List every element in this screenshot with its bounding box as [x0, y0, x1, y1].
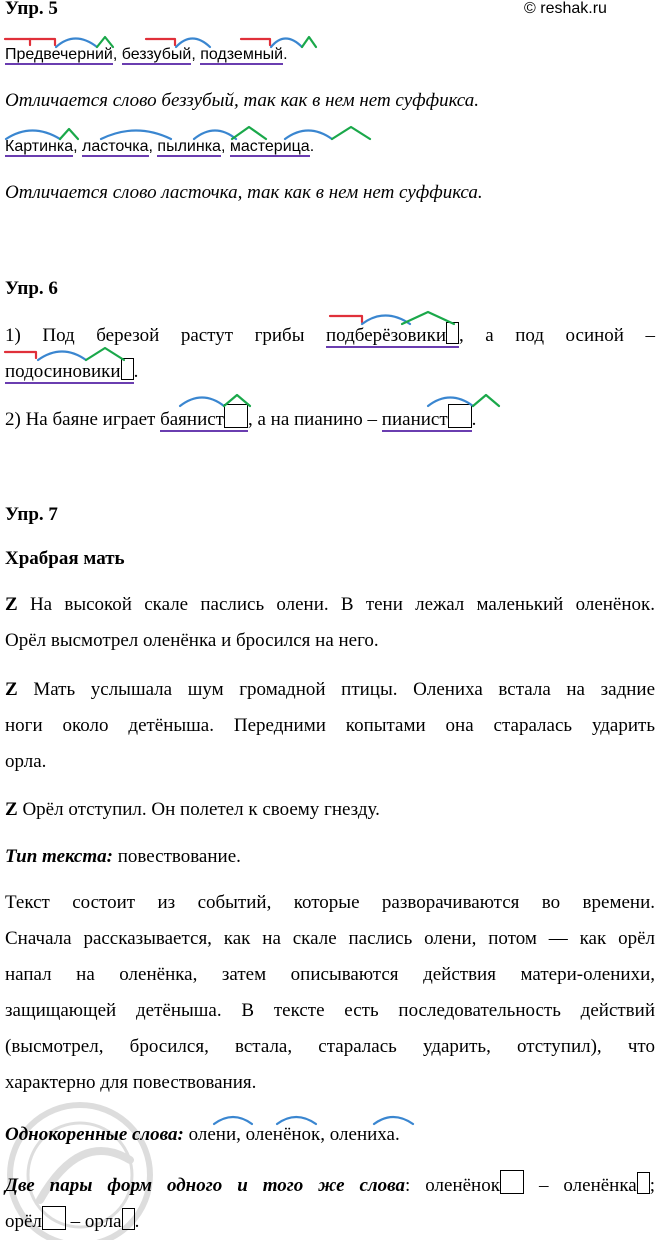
story-p3: Z Орёл отступил. Он полетел к своему гнезду.	[5, 799, 380, 820]
desc-line-4: защищающей детёныша. В тексте есть последовательность действий	[5, 1000, 655, 1021]
word-lastochka: ласточка	[82, 138, 149, 155]
ex5-row1: Предвечерний, беззубый, подземный.	[5, 46, 288, 63]
word-predvecherniy: Предвечерний	[5, 46, 113, 63]
word-bayanist: баянист	[160, 409, 248, 432]
root-arc	[374, 1117, 413, 1124]
story-title: Храбрая мать	[5, 548, 125, 569]
site-copyright: © reshak.ru	[524, 0, 607, 17]
word-bezzubiy: беззубый	[121, 46, 192, 63]
word-pylinka: пылинка	[157, 138, 221, 155]
desc-line-5: (высмотрел, бросился, встала, старалась ударить, отступил), что	[5, 1036, 655, 1057]
ending-box	[637, 1172, 650, 1194]
word-podosinoviki: подосиновики	[5, 361, 134, 384]
suffix-caret	[332, 127, 370, 139]
ex6-title: Упр. 6	[5, 278, 58, 299]
reshak-watermark	[0, 1090, 190, 1240]
prefix-mark	[30, 39, 55, 45]
ex5-row2: Картинка, ласточка, пылинка, мастерица.	[5, 138, 315, 155]
ex6-line3: 2) На баяне играет баянист , а на пианино – пианист .	[5, 404, 476, 431]
root-word-1: олени	[188, 1124, 237, 1145]
story-p2-line1: Z Мать услышала шум громадной птицы. Олениха встала на задние	[5, 679, 655, 700]
empty-ending-box	[448, 404, 472, 428]
same-root-words: Однокоренные слова: олени, оленёнок, олениха.	[5, 1124, 400, 1145]
root-word-3: олениха	[329, 1124, 395, 1145]
desc-line-3: напал на оленёнка, затем описываются действия матери-оленихи,	[5, 964, 655, 985]
suffix-caret	[302, 37, 316, 47]
ex7-title: Упр. 7	[5, 504, 58, 525]
desc-line-1: Текст состоит из событий, которые разворачиваются во времени.	[5, 892, 655, 913]
word-kartinka: Картинка	[5, 138, 74, 155]
text-type: Тип текста: повествование.	[5, 846, 241, 867]
prefix-mark	[241, 39, 270, 45]
root-arc	[214, 1117, 252, 1124]
empty-ending-box	[500, 1170, 524, 1194]
ex5-title: Упр. 5	[5, 0, 58, 19]
ex6-line2: подосиновики .	[5, 358, 138, 383]
ending-box	[446, 322, 459, 344]
ex6-line1: 1) Под березой растут грибы подберёзовики , а под осиной –	[5, 322, 655, 347]
word-forms-line1: Две пары форм одного и того же слова: оленёнок – оленёнка ;	[5, 1170, 655, 1197]
word-podberezoviki: подберёзовики	[326, 325, 459, 348]
prefix-mark	[5, 39, 30, 45]
prefix-mark	[146, 39, 175, 45]
story-p2-line2: ноги около детёныша. Передними копытами она старалась ударить	[5, 715, 655, 736]
word-forms-line2: орёл – орла .	[5, 1206, 139, 1233]
ex5-note2: Отличается слово ласточка, так как в нем нет суффикса.	[5, 182, 483, 203]
story-p1-line1: Z На высокой скале паслись олени. В тени лежал маленький оленёнок.	[5, 594, 656, 615]
story-p2-line3: орла.	[5, 751, 47, 772]
word-podzemniy: подземный	[200, 46, 284, 63]
empty-ending-box	[224, 404, 248, 428]
root-arc	[277, 1117, 316, 1124]
desc-line-2: Сначала рассказывается, как на скале паслись олени, потом — как орёл	[5, 928, 655, 949]
desc-line-6: характерно для повествования.	[5, 1072, 257, 1093]
story-p1-line2: Орёл высмотрел оленёнка и бросился на него.	[5, 630, 379, 651]
suffix-caret	[473, 395, 499, 406]
ending-box	[121, 358, 134, 380]
ex5-note1: Отличается слово беззубый, так как в нем нет суффикса.	[5, 90, 479, 111]
word-pianist: пианист	[382, 409, 472, 432]
word-masteritsa: мастерица	[229, 138, 310, 155]
root-word-2: оленёнок	[245, 1124, 321, 1145]
